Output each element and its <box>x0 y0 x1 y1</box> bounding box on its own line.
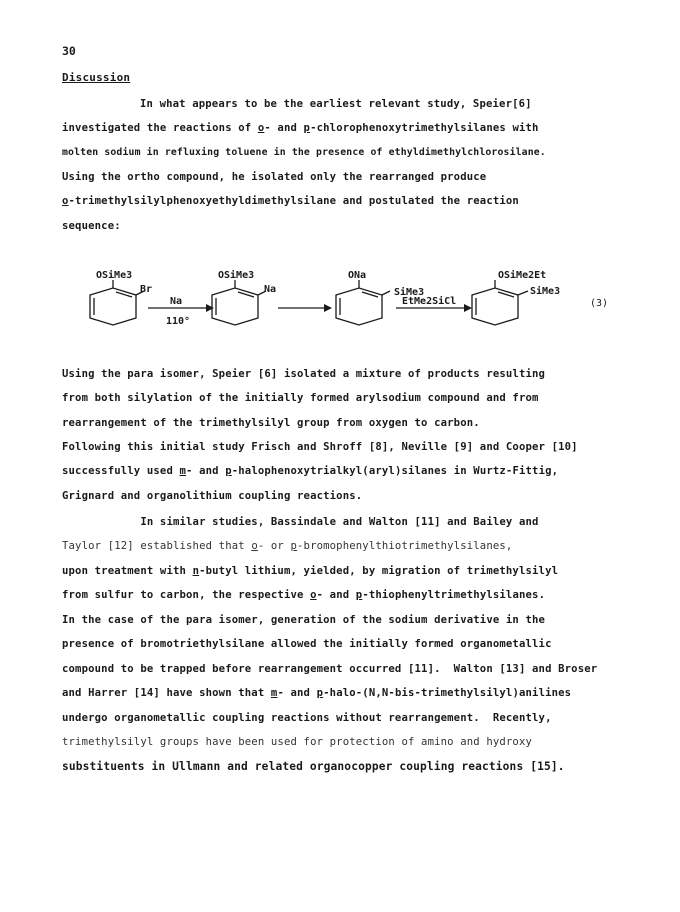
compound-1-group: OSiMe3 <box>96 270 133 281</box>
text-line: o-trimethylsilylphenoxyethyldimethylsilane and postulated the reaction <box>62 195 519 207</box>
section-heading: Discussion <box>62 71 131 84</box>
text-line: In what appears to be the earliest relevant study, Speier[6] <box>140 98 532 110</box>
text-line: molten sodium in refluxing toluene in the presence of ethyldimethylchlorosilane. <box>62 147 546 158</box>
compound-1-substituent: Br <box>140 284 153 295</box>
text-line: sequence: <box>62 220 121 232</box>
text-line: from both silylation of the initially formed arylsodium compound and from <box>62 392 539 404</box>
text-line: and Harrer [14] have shown that m- and p-halo-(N,N-bis-trimethylsilyl)anilines <box>62 687 572 699</box>
benzene-ring-3 <box>336 288 382 325</box>
text-line: undergo organometallic coupling reactions without rearrangement. Recently, <box>62 712 552 724</box>
reaction-scheme <box>60 268 620 338</box>
text-line: Using the ortho compound, he isolated only the rearranged produce <box>62 171 487 183</box>
arrow-3-reagent: EtMe2SiCl <box>402 296 457 307</box>
text-line: successfully used m- and p-halophenoxytrialkyl(aryl)silanes in Wurtz-Fittig, <box>62 465 559 477</box>
text-line: In the case of the para isomer, generation of the sodium derivative in the <box>62 614 546 626</box>
text-line: In similar studies, Bassindale and Walton [11] and Bailey and <box>62 516 539 528</box>
compound-4-substituent: SiMe3 <box>530 286 561 297</box>
compound-4-group: OSiMe2Et <box>498 270 547 281</box>
text-line: compound to be trapped before rearrangement occurred [11]. Walton [13] and Broser <box>62 663 598 675</box>
text-line: presence of bromotriethylsilane allowed the initially formed organometallic <box>62 638 552 650</box>
text-line: from sulfur to carbon, the respective o- and p-thiophenyltrimethylsilanes. <box>62 589 546 601</box>
text-line: Grignard and organolithium coupling reactions. <box>62 490 363 502</box>
arrowhead-3 <box>464 304 472 312</box>
compound-3-group: ONa <box>348 270 367 281</box>
text-line: Using the para isomer, Speier [6] isolated a mixture of products resulting <box>62 368 546 380</box>
benzene-ring-2 <box>212 288 258 325</box>
text-line: Following this initial study Frisch and Shroff [8], Neville [9] and Cooper [10] <box>62 441 578 453</box>
page-number: 30 <box>62 44 76 58</box>
text-line: rearrangement of the trimethylsilyl group from oxygen to carbon. <box>62 417 480 429</box>
arrowhead-1 <box>206 304 214 312</box>
text-line: investigated the reactions of o- and p-chlorophenoxytrimethylsilanes with <box>62 122 539 134</box>
text-line: Taylor [12] established that o- or p-bromophenylthiotrimethylsilanes, <box>62 540 513 552</box>
text-line: substituents in Ullmann and related organocopper coupling reactions [15]. <box>62 760 565 773</box>
arrow-1-reagent: Na <box>170 296 183 307</box>
compound-2-substituent: Na <box>264 284 277 295</box>
compound-3-substituent: SiMe3 <box>394 287 425 298</box>
benzene-ring-1 <box>90 288 136 325</box>
text-line: trimethylsilyl groups have been used for protection of amino and hydroxy <box>62 736 533 748</box>
compound-2-group: OSiMe3 <box>218 270 255 281</box>
benzene-ring-4 <box>472 288 518 325</box>
arrowhead-2 <box>324 304 332 312</box>
text-line: upon treatment with n-butyl lithium, yielded, by migration of trimethylsilyl <box>62 565 559 577</box>
arrow-1-condition: 110° <box>166 316 191 327</box>
equation-number: (3) <box>590 298 609 309</box>
